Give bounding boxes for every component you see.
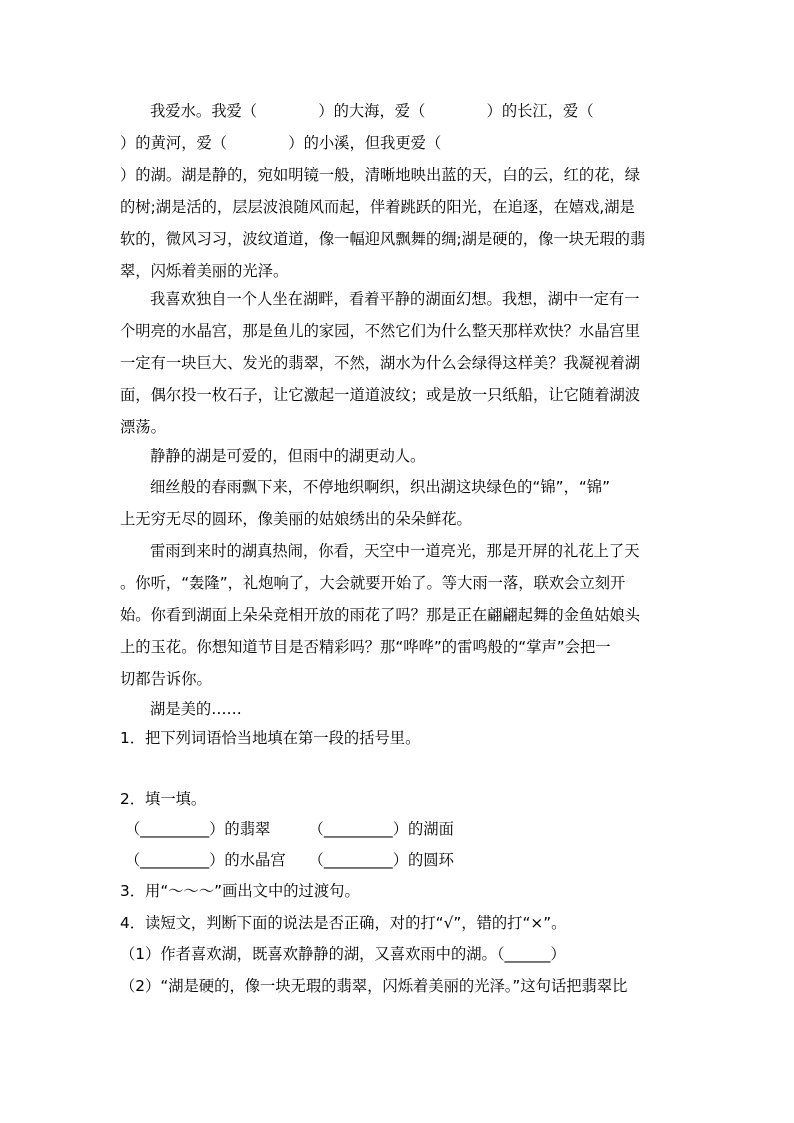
passage-line: ）的黄河，爱（ ）的小溪，但我更爱（ — [120, 134, 442, 152]
fill-blank-row[interactable]: （_________）的水晶宫 （_________）的圆环 — [125, 851, 454, 869]
passage-line: 湖是美的…… — [150, 700, 242, 718]
passage-line: 静静的湖是可爱的，但雨中的湖更动人。 — [150, 447, 426, 465]
passage-line: 。你听，“轰隆”，礼炮响了，大会就要开始了。等大雨一落，联欢会立刻开 — [120, 574, 626, 592]
passage-line: ）的湖。湖是静的，宛如明镜一般，清晰地映出蓝的天，白的云，红的花，绿 — [120, 166, 641, 184]
passage-line: 上无穷无尽的圆环，像美丽的姑娘绣出的朵朵鲜花。 — [120, 510, 472, 528]
word-options — [120, 752, 680, 784]
passage-line: 软的，微风习习，波纹道道，像一幅迎风飘舞的绸;湖是硬的，像一块无瑕的翡 — [120, 230, 646, 248]
judgement-item: （2）“湖是硬的，像一块无瑕的翡翠，闪烁着美丽的光泽。”这句话把翡翠比 — [120, 977, 628, 995]
passage-line: 面，偶尔投一枚石子，让它激起一道道波纹；或是放一只纸船，让它随着湖波 — [120, 386, 641, 404]
passage-line: 始。你看到湖面上朵朵竞相开放的雨花了吗？那是正在翩翩起舞的金鱼姑娘头 — [120, 606, 641, 624]
passage-line: 我喜欢独自一个人坐在湖畔，看着平静的湖面幻想。我想，湖中一定有一 — [150, 290, 640, 308]
passage-line: 细丝般的春雨飘下来，不停地织啊织，织出湖这块绿色的“锦”，“锦” — [150, 478, 611, 496]
passage-line: 漂荡。 — [120, 418, 166, 436]
judgement-item[interactable]: （1）作者喜欢湖，既喜欢静静的湖，又喜欢雨中的湖。（______） — [120, 945, 566, 963]
passage-line: 一定有一块巨大、发光的翡翠，不然，湖水为什么会绿得这样美？我凝视着湖 — [120, 354, 641, 372]
passage-line: 个明亮的水晶宫，那是鱼儿的家园，不然它们为什么整天那样欢快？水晶宫里 — [120, 322, 641, 340]
fill-blank-row[interactable]: （_________）的翡翠 （_________）的湖面 — [125, 820, 454, 838]
question-1-title: 1．把下列词语恰当地填在第一段的括号里。 — [120, 729, 421, 747]
question-2-title: 2．填一填。 — [120, 790, 207, 808]
passage-line: 上的玉花。你想知道节目是否精彩吗？那“哗哗”的雷鸣般的“掌声”会把一 — [120, 638, 611, 656]
passage-line: 翠，闪烁着美丽的光泽。 — [120, 262, 289, 280]
passage-line: 的树;湖是活的，层层波浪随风而起，伴着跳跃的阳光，在追逐，在嬉戏,湖是 — [120, 198, 635, 216]
passage-line: 切都告诉你。 — [120, 670, 212, 688]
passage-line: 雷雨到来时的湖真热闹，你看，天空中一道亮光，那是开屏的礼花上了天 — [150, 542, 640, 560]
question-3-title: 3．用“～～～”画出文中的过渡句。 — [120, 882, 360, 900]
question-4-title: 4．读短文，判断下面的说法是否正确，对的打“√”，错的打“×”。 — [120, 914, 567, 932]
passage-line: 我爱水。我爱（ ）的大海，爱（ ）的长江，爱（ — [150, 102, 594, 120]
